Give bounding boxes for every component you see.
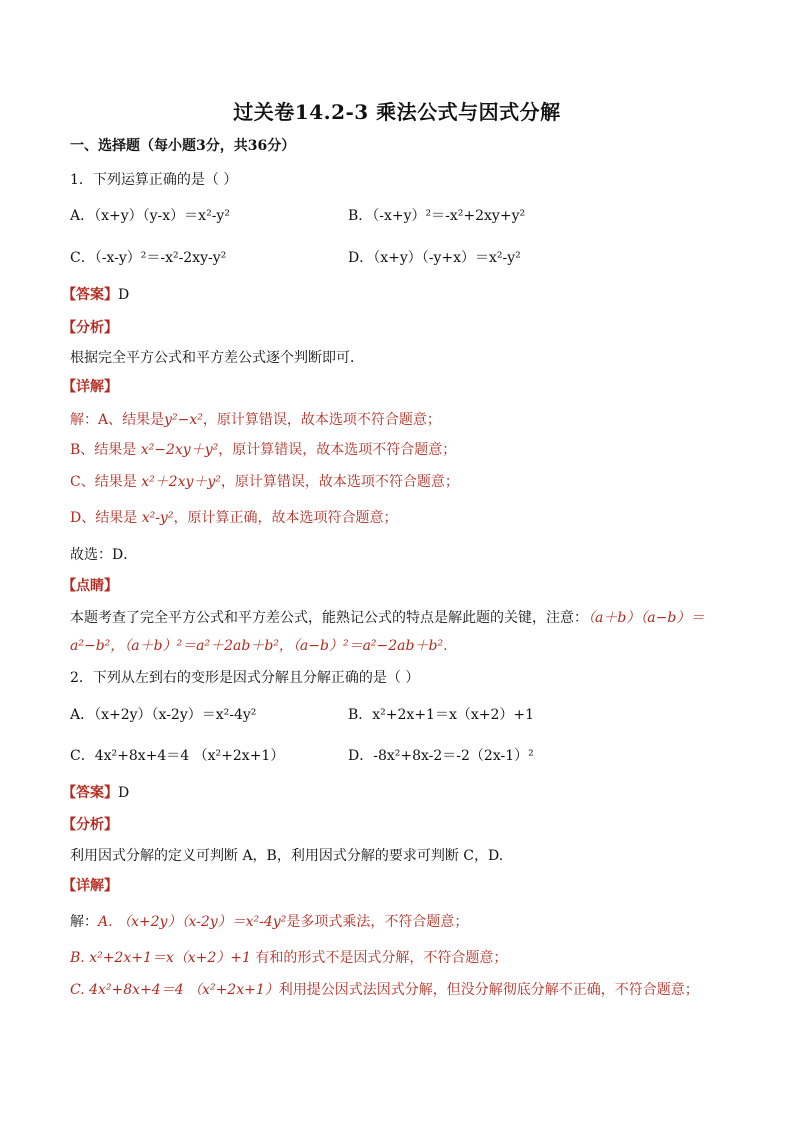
q1-answer: [62, 285, 129, 305]
q2-detail-line-a: 解：A. （x+2y）（x-2y）＝x²-4y²是多项式乘法，不符合题意；: [70, 914, 469, 930]
q1-detail-line-a: 解：A、结果是y²−x²，原计算错误，故本选项不符合题意；: [70, 412, 441, 428]
q2-answer-value: D: [118, 785, 130, 801]
q2-detail-tag: 【详解】: [62, 878, 118, 894]
q1-comment-line-2: a²−b²，（a＋b）²＝a²＋2ab＋b²，（a−b）²＝a²−2ab＋b².: [70, 638, 448, 654]
section-heading: 一、选择题（每小题3分，共36分）: [70, 138, 296, 154]
q1-detail-line-c: C、结果是 x²＋2xy＋y²，原计算错误，故本选项不符合题意；: [70, 474, 459, 490]
q2-analysis-tag: 【分析】: [62, 817, 118, 833]
answer-tag: 【答案】: [62, 785, 118, 801]
q1-detail-line-b: B、结果是 x²−2xy＋y²，原计算错误，故本选项不符合题意；: [70, 442, 457, 458]
q2-detail-line-c: C. 4x²+8x+4＝4 （x²+2x+1）利用提公因式法因式分解，但没分解彻底分解不正确，不符合题意；: [70, 982, 699, 998]
q2-option-a: A．（x+2y）（x-2y）＝x²-4y²: [70, 707, 257, 723]
q1-option-a: A．（x+y）（y-x）＝x²-y²: [70, 208, 230, 224]
document-title: 过关卷14.2-3 乘法公式与因式分解: [233, 100, 561, 124]
q1-option-b: B．（-x+y）²＝-x²+2xy+y²: [348, 208, 526, 224]
q1-answer-value: D: [118, 287, 130, 303]
q1-stem: 1．下列运算正确的是（ ）: [70, 172, 238, 188]
q1-conclusion: 故选：D．: [70, 547, 138, 563]
q2-detail-line-b: B. x²+2x+1＝x（x+2）+1 有和的形式不是因式分解，不符合题意；: [70, 950, 508, 966]
q1-option-c: C．（-x-y）²＝-x²-2xy-y²: [70, 250, 227, 266]
q2-option-d: D．-8x²+8x-2＝-2（2x-1）²: [348, 748, 534, 764]
q2-analysis-text: 利用因式分解的定义可判断 A，B，利用因式分解的要求可判断 C，D.: [70, 848, 504, 864]
answer-tag: 【答案】: [62, 287, 118, 303]
q1-detail-tag: 【详解】: [62, 379, 118, 395]
q1-detail-line-d: D、结果是 x²-y²，原计算正确，故本选项符合题意；: [70, 510, 398, 526]
q2-answer: [62, 783, 129, 803]
q1-analysis-text: 根据完全平方公式和平方差公式逐个判断即可．: [70, 350, 364, 366]
q1-analysis-tag: 【分析】: [62, 320, 118, 336]
q2-stem: 2．下列从左到右的变形是因式分解且分解正确的是（ ）: [70, 670, 420, 686]
q1-comment-tag: 【点睛】: [62, 578, 118, 594]
q2-option-c: C．4x²+8x+4＝4 （x²+2x+1）: [70, 748, 285, 764]
q1-option-d: D．（x+y）（-y+x）＝x²-y²: [348, 250, 521, 266]
q2-option-b: B．x²+2x+1＝x（x+2）+1: [348, 707, 535, 723]
q1-comment-line-1: 本题考查了完全平方公式和平方差公式，能熟记公式的特点是解此题的关键，注意：（a＋b）（a−b）＝: [70, 610, 705, 626]
